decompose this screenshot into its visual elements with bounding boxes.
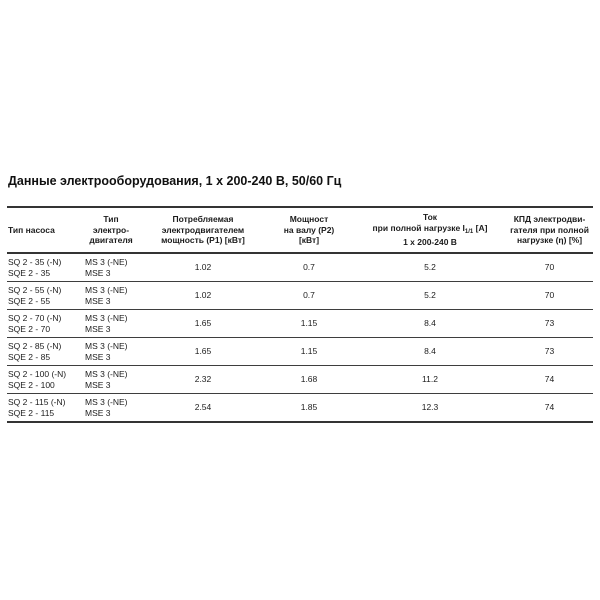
efficiency-value-cell: 70 [506,253,593,282]
current-subscript: 1/1 [464,228,474,235]
pump-model-line: SQE 2 - 100 [8,379,55,390]
header-line: гателя при полной [510,224,589,235]
efficiency-value-cell: 74 [506,394,593,423]
p1-value-cell: 2.32 [142,366,264,394]
motor-model-line: MS 3 (-NE) [85,396,128,407]
header-line: Потребляемая [172,214,234,225]
motor-type-cell [80,338,142,366]
current-label-post: [A] [473,222,488,233]
electrical-data-table [7,206,593,423]
pump-type-cell [7,366,80,394]
col-header-shaft-power-p2 [264,207,354,253]
motor-model-line: MSE 3 [85,295,111,306]
p2-value-cell: 1.15 [264,338,354,366]
header-line [354,223,506,238]
pump-model-line: SQ 2 - 35 (-N) [8,256,62,267]
p2-value-cell: 1.15 [264,310,354,338]
motor-model-line: MSE 3 [85,323,111,334]
efficiency-value-cell: 73 [506,338,593,366]
col-header-full-load-current [354,207,506,253]
motor-type-cell [80,366,142,394]
pump-type-cell [7,338,80,366]
current-value-cell: 11.2 [354,366,506,394]
motor-model-line: MS 3 (-NE) [85,284,128,295]
col-header-pump-type [7,207,80,253]
current-label-pre: при полной нагрузке I [372,222,465,233]
table-row [7,253,593,282]
table-row [7,366,593,394]
header-line: нагрузке (η) [%] [516,235,583,246]
current-value-cell: 8.4 [354,310,506,338]
p1-value-cell: 1.02 [142,253,264,282]
pump-model-line: SQE 2 - 70 [8,323,51,334]
col-header-input-power-p1 [142,207,264,253]
header-line: электродвигателем [161,224,245,235]
current-value-cell: 5.2 [354,282,506,310]
current-value-cell: 12.3 [354,394,506,423]
motor-model-line: MSE 3 [85,407,111,418]
p1-value-cell: 2.54 [142,394,264,423]
motor-model-line: MS 3 (-NE) [85,368,128,379]
header-line: мощность (P1) [кВт] [161,235,245,246]
table-row [7,310,593,338]
pump-model-line: SQ 2 - 85 (-N) [8,340,62,351]
p1-value-cell: 1.65 [142,310,264,338]
motor-type-cell [80,394,142,423]
pump-model-line: SQE 2 - 115 [8,407,55,418]
pump-model-line: SQE 2 - 35 [8,267,51,278]
header-line: КПД электродви- [513,214,586,225]
efficiency-value-cell: 70 [506,282,593,310]
header-line: 1 x 200-240 В [403,237,457,248]
current-value-cell: 8.4 [354,338,506,366]
p1-value-cell: 1.65 [142,338,264,366]
pump-type-cell [7,394,80,423]
header-row [7,207,593,253]
pump-model-line: SQE 2 - 55 [8,295,51,306]
header-line: Тип [103,214,119,225]
pump-model-line: SQ 2 - 55 (-N) [8,284,62,295]
header-line: Мощност [289,214,329,225]
pump-model-line: SQ 2 - 70 (-N) [8,312,62,323]
p2-value-cell: 0.7 [264,282,354,310]
col-header-motor-type [80,207,142,253]
motor-model-line: MSE 3 [85,379,111,390]
header-line: Ток [422,212,438,223]
current-value-cell: 5.2 [354,253,506,282]
motor-model-line: MSE 3 [85,267,111,278]
efficiency-value-cell: 74 [506,366,593,394]
motor-model-line: MS 3 (-NE) [85,256,128,267]
motor-model-line: MSE 3 [85,351,111,362]
page-title: Данные электрооборудования, 1 x 200-240 В, 50/60 Гц [8,174,342,188]
pump-model-line: SQ 2 - 100 (-N) [8,368,67,379]
table-row [7,338,593,366]
motor-model-line: MS 3 (-NE) [85,312,128,323]
pump-type-cell [7,253,80,282]
header-line: электро- [92,224,130,235]
pump-type-cell [7,282,80,310]
table-row [7,394,593,423]
pump-model-line: SQE 2 - 85 [8,351,51,362]
motor-type-cell [80,253,142,282]
header-line: двигателя [89,235,133,246]
efficiency-value-cell: 73 [506,310,593,338]
p2-value-cell: 1.68 [264,366,354,394]
motor-model-line: MS 3 (-NE) [85,340,128,351]
col-header-efficiency [506,207,593,253]
pump-type-cell [7,310,80,338]
header-line: Тип насоса [8,224,55,235]
p2-value-cell: 0.7 [264,253,354,282]
table-row [7,282,593,310]
header-line: на валу (P2) [283,224,335,235]
header-line: [кВт] [298,235,320,246]
motor-type-cell [80,282,142,310]
p1-value-cell: 1.02 [142,282,264,310]
p2-value-cell: 1.85 [264,394,354,423]
pump-model-line: SQ 2 - 115 (-N) [8,396,66,407]
motor-type-cell [80,310,142,338]
